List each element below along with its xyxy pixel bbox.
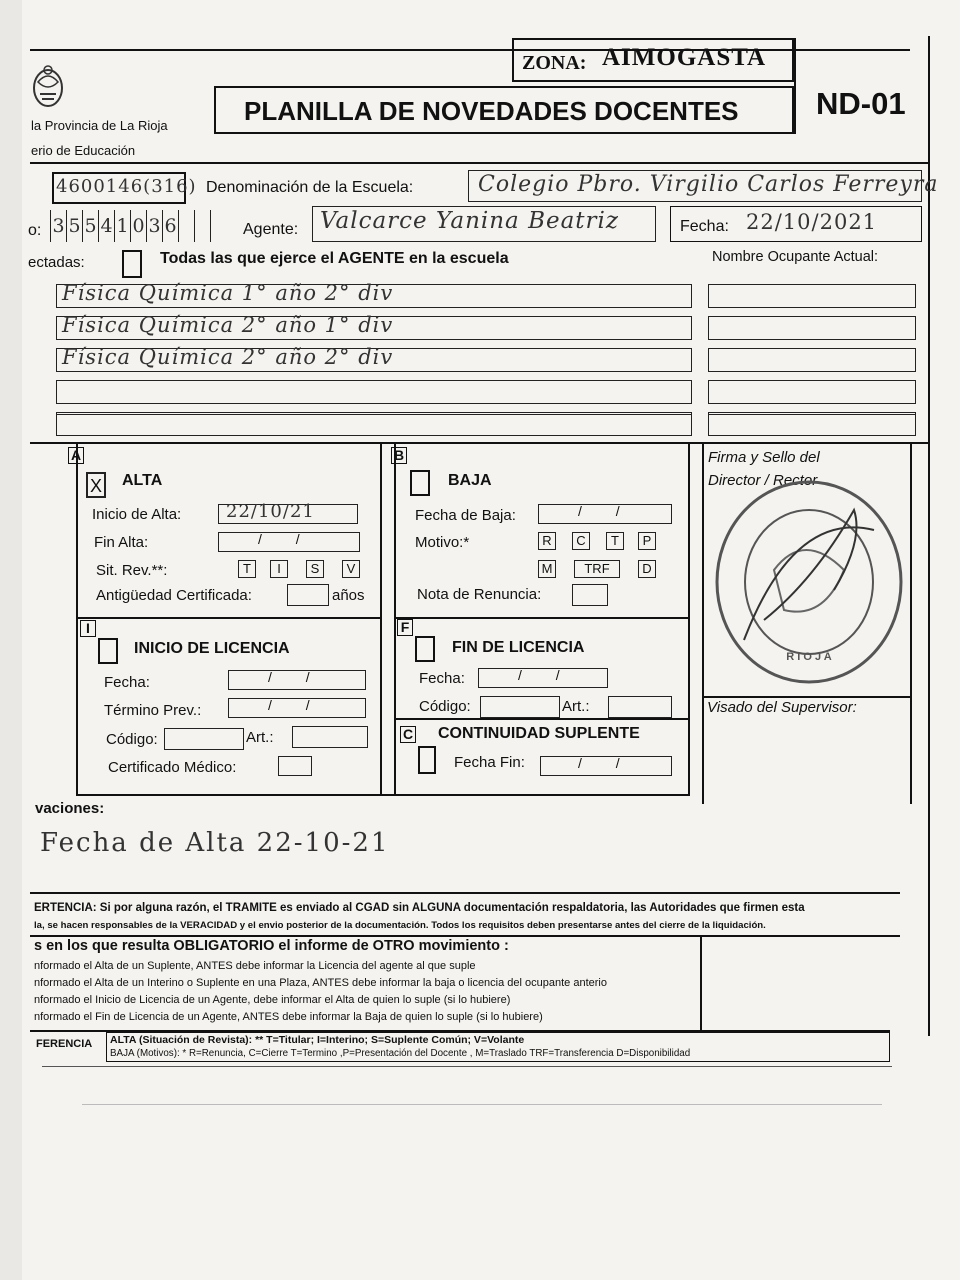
agent-name-value: Valcarce Yanina Beatriz [320,208,620,234]
subject-row-value: Física Química 2° año 1° div [62,313,394,337]
alta-end-value: / / [258,531,300,547]
occupant-label: Nombre Ocupante Actual: [712,249,879,265]
lic-art-label: Art.: [246,729,274,746]
all-subjects-label: Todas las que ejerce el AGENTE en la escuela [160,250,509,267]
occupant-field[interactable] [708,284,916,308]
lic-code-field[interactable] [164,728,244,750]
date-value: 22/10/2021 [746,210,878,234]
agent-label: Agente: [243,221,299,238]
alta-checkbox[interactable]: X [86,472,106,498]
alta-start-value: 22/10/21 [226,501,315,522]
baja-date-value: / / [578,503,620,519]
section-a-letter: A [68,447,84,464]
subject-row-value: Física Química 1° año 2° div [62,281,394,305]
warning-line-2: la, se hacen responsables de la VERACIDAD y el envio posterior de la documentación. Todos los requisitos deben presentarse antes del cierre de la liquidación. [34,920,766,931]
id-digit-cell [178,210,194,242]
gov-line-2: erio de Educación [31,143,136,158]
observations-value: Fecha de Alta 22-10-21 [40,828,390,858]
sit-rev-option-t[interactable]: T [238,560,256,578]
id-digit-cell: 0 [130,210,146,242]
mandatory-title: s en los que resulta OBLIGATORIO el informe de OTRO movimiento : [34,938,509,954]
fin-date-value: / / [518,667,560,683]
continuidad-end-label: Fecha Fin: [454,754,525,771]
section-f-letter: F [397,619,413,636]
id-digit-cell: 5 [66,210,82,242]
renuncia-field[interactable] [572,584,608,606]
occupant-field[interactable] [708,414,916,436]
fin-code-label: Código: [419,698,471,715]
id-digit-cell: 1 [114,210,130,242]
school-name-label: Denominación de la Escuela: [206,179,414,196]
id-digit-cell: 6 [162,210,178,242]
occupant-field[interactable] [708,348,916,372]
date-label: Fecha: [680,218,729,235]
lic-art-field[interactable] [292,726,368,748]
subject-row-value: Física Química 2° año 2° div [62,345,394,369]
alta-end-label: Fin Alta: [94,534,149,551]
antig-label: Antigüedad Certificada: [96,587,252,604]
motivo-option-m[interactable]: M [538,560,556,578]
id-digit-cell: 3 [146,210,162,242]
mandatory-item: nformado el Alta de un Interino o Suplente en una Plaza, ANTES debe informar la baja o licencia del ocupante anterio [34,977,607,989]
fin-date-label: Fecha: [419,670,465,687]
continuidad-title: CONTINUIDAD SUPLENTE [438,725,640,742]
school-code: 4600146(316) [56,176,197,197]
lic-cert-field[interactable] [278,756,312,776]
lic-code-label: Código: [106,731,158,748]
section-i-letter: I [80,620,96,637]
lic-term-label: Término Prev.: [104,702,202,719]
id-digit-cell [194,210,210,242]
sit-rev-option-s[interactable]: S [306,560,324,578]
lic-date-value: / / [268,669,310,685]
occupant-field[interactable] [708,380,916,404]
motivo-label: Motivo:* [415,534,470,551]
baja-date-label: Fecha de Baja: [415,507,516,524]
fin-art-label: Art.: [562,698,590,715]
baja-checkbox[interactable] [410,470,430,496]
form-code: ND-01 [816,86,906,121]
agent-id-digits [50,210,211,242]
subject-row[interactable] [56,380,692,404]
province-crest-icon [30,62,66,110]
director-signature-label: Firma y Sello del Director / Rector [708,449,820,489]
form-sheet [22,0,960,1280]
motivo-option-p[interactable]: P [638,532,656,550]
id-digit-cell: 5 [82,210,98,242]
motivo-option-r[interactable]: R [538,532,556,550]
affected-label: ectadas: [28,254,85,271]
continuidad-end-value: / / [578,755,620,771]
reference-alta: ALTA (Situación de Revista): ** T=Titular; I=Interino; S=Suplente Común; V=Volante [110,1034,525,1046]
supervisor-label: Visado del Supervisor: [707,699,857,716]
form-title: PLANILLA DE NOVEDADES DOCENTES [244,96,739,126]
lic-cert-label: Certificado Médico: [108,759,237,776]
svg-text:R I O J A: R I O J A [786,651,832,663]
all-subjects-checkbox[interactable] [122,250,142,278]
baja-title: BAJA [448,472,492,489]
subject-row[interactable] [56,414,692,436]
agent-id-label: o: [28,222,42,239]
school-name-value: Colegio Pbro. Virgilio Carlos Ferreyra [478,172,939,197]
fin-code-field[interactable] [480,696,560,718]
section-b-letter: B [391,447,407,464]
continuidad-checkbox[interactable] [418,746,436,774]
alta-start-label: Inicio de Alta: [92,506,182,523]
sit-rev-option-v[interactable]: V [342,560,360,578]
mandatory-item: nformado el Alta de un Suplente, ANTES debe informar la Licencia del agente al que suple [34,960,476,972]
zona-label: ZONA: [522,52,587,74]
licencia-end-title: FIN DE LICENCIA [452,639,585,656]
lic-term-value: / / [268,697,310,713]
id-digit-cell: 3 [50,210,66,242]
alta-title: ALTA [122,472,163,489]
sit-rev-label: Sit. Rev.**: [96,562,168,579]
zona-value: AIMOGASTA [602,44,767,71]
licencia-start-checkbox[interactable] [98,638,118,664]
licencia-start-title: INICIO DE LICENCIA [134,640,290,657]
id-digit-cell: 4 [98,210,114,242]
motivo-option-c[interactable]: C [572,532,590,550]
antig-unit: años [332,587,365,604]
school-seal-stamp [704,470,914,690]
antig-field[interactable] [287,584,329,606]
observations-label: vaciones: [35,800,105,817]
gov-line-1: la Provincia de La Rioja [31,118,168,133]
section-c-letter: C [400,726,416,743]
motivo-option-d[interactable]: D [638,560,656,578]
warning-line-1: ERTENCIA: Si por alguna razón, el TRAMITE es enviado al CGAD sin ALGUNA documentación respaldatoria, las Autoridades que firmen esta [34,902,805,914]
reference-label: FERENCIA [36,1038,93,1050]
mandatory-item: nformado el Fin de Licencia de un Agente, ANTES debe informar la Baja de quien lo suple (si lo hubiere) [34,1011,543,1023]
motivo-option-t[interactable]: T [606,532,624,550]
mandatory-item: nformado el Inicio de Licencia de un Agente, debe informar el Alta de quien lo suple (si lo hubiere) [34,994,511,1006]
lic-date-label: Fecha: [104,674,150,691]
sit-rev-option-i[interactable]: I [270,560,288,578]
fin-art-field[interactable] [608,696,672,718]
reference-baja: BAJA (Motivos): * R=Renuncia, C=Cierre T=Termino ,P=Presentación del Docente , M=Traslado TRF=Transferencia D=Disponibilidad [110,1048,691,1059]
occupant-field[interactable] [708,316,916,340]
renuncia-label: Nota de Renuncia: [417,586,542,603]
id-digit-end [210,210,211,242]
motivo-option-trf[interactable]: TRF [574,560,620,578]
licencia-end-checkbox[interactable] [415,636,435,662]
